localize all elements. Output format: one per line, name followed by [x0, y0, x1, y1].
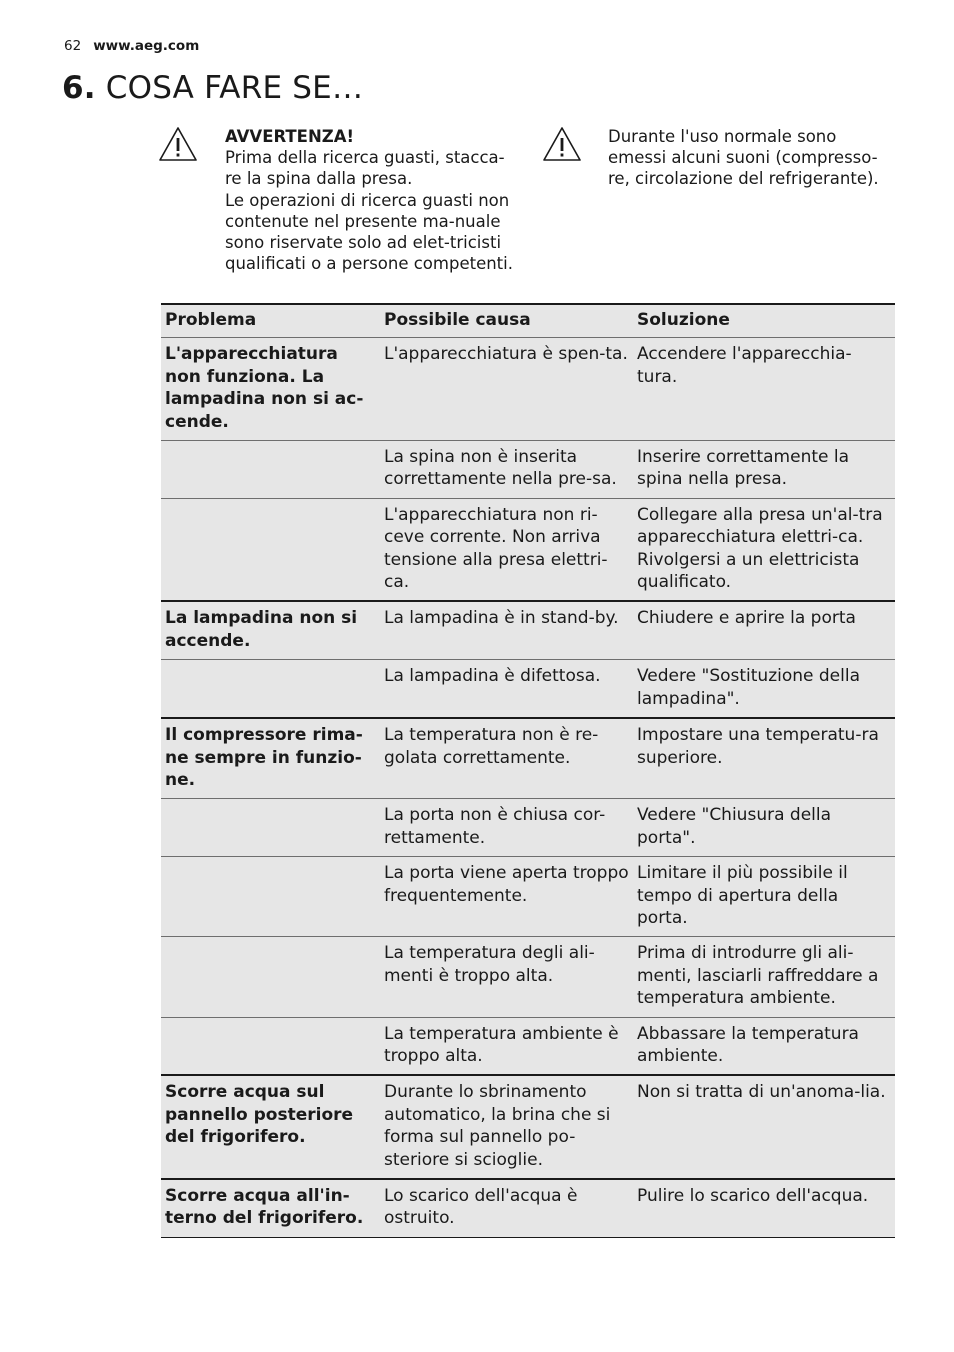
- table-row: [161, 857, 895, 937]
- table-row: [161, 937, 895, 1017]
- warning-box-left: [158, 126, 518, 298]
- solution-cell: Accendere l'apparecchia-tura.: [633, 338, 895, 441]
- cause-cell: L'apparecchiatura è spen-ta.: [380, 338, 633, 441]
- solution-cell: [633, 498, 895, 601]
- solution-cell: Vedere "Sostituzione della lampadina".: [633, 660, 895, 718]
- table-row: [161, 718, 895, 799]
- table-row: [161, 601, 895, 659]
- solution-cell: Non si tratta di un'anoma-lia.: [633, 1075, 895, 1179]
- section-number: 6.: [62, 70, 96, 106]
- warning-paragraph-1: Prima della ricerca guasti, stacca-re la spina dalla presa.: [225, 148, 505, 189]
- problem-cell: [161, 660, 380, 718]
- warning-paragraph-2: Le operazioni di ricerca guasti non contenute nel presente ma-nuale sono riservate solo ad elet-tricisti qualificati o a persone competenti.: [225, 190, 513, 274]
- warning-box-right: [542, 126, 902, 206]
- solution-cell: Abbassare la temperatura ambiente.: [633, 1017, 895, 1075]
- problem-cell: Scorre acqua all'in-terno del frigorifero.: [161, 1179, 380, 1237]
- page-number: 62: [64, 38, 82, 54]
- warning-heading: AVVERTENZA!: [225, 127, 355, 146]
- cause-cell: La lampadina è difettosa.: [380, 660, 633, 718]
- problem-cell: [161, 1017, 380, 1075]
- warning-triangle-icon: [158, 126, 198, 162]
- header-cause: Possibile causa: [380, 304, 633, 338]
- table-header-row: [161, 304, 895, 338]
- solution-text: Collegare alla presa un'al-tra apparecchiatura elettri-ca. Rivolgersi a un elettricista qualificato.: [637, 504, 883, 593]
- table-row: [161, 799, 895, 857]
- cause-cell: La porta viene aperta troppo frequentemente.: [380, 857, 633, 937]
- cause-cell: La spina non è inserita correttamente nella pre-sa.: [380, 441, 633, 499]
- table-row: [161, 1075, 895, 1179]
- cause-cell: La lampadina è in stand-by.: [380, 601, 633, 659]
- troubleshooting-table: [161, 303, 895, 1238]
- section-title: [62, 68, 363, 108]
- website-link[interactable]: www.aeg.com: [93, 38, 200, 54]
- cause-cell: La temperatura ambiente è troppo alta.: [380, 1017, 633, 1075]
- solution-cell: Pulire lo scarico dell'acqua.: [633, 1179, 895, 1237]
- table-row: [161, 441, 895, 499]
- cause-cell: La temperatura degli ali-menti è troppo alta.: [380, 937, 633, 1017]
- page-header: [64, 38, 199, 54]
- cause-cell: Lo scarico dell'acqua è ostruito.: [380, 1179, 633, 1237]
- problem-cell: L'apparecchiatura non funziona. La lampadina non si ac-cende.: [161, 338, 380, 441]
- header-problem: Problema: [161, 304, 380, 338]
- table-row: [161, 338, 895, 441]
- problem-cell: [161, 857, 380, 937]
- problem-cell: Scorre acqua sul pannello posteriore del frigorifero.: [161, 1075, 380, 1179]
- header-solution: Soluzione: [633, 304, 895, 338]
- problem-cell: [161, 799, 380, 857]
- solution-cell: Chiudere e aprire la porta: [633, 601, 895, 659]
- problem-cell: [161, 498, 380, 601]
- problem-cell: Il compressore rima-ne sempre in funzio-ne.: [161, 718, 380, 799]
- cause-cell: L'apparecchiatura non ri-ceve corrente. Non arriva tensione alla presa elettri-ca.: [380, 498, 633, 601]
- problem-cell: La lampadina non si accende.: [161, 601, 380, 659]
- solution-cell: Inserire correttamente la spina nella presa.: [633, 441, 895, 499]
- table-row: [161, 660, 895, 718]
- cause-cell: Durante lo sbrinamento automatico, la brina che si forma sul pannello po-steriore si scioglie.: [380, 1075, 633, 1179]
- section-title-text: COSA FARE SE…: [105, 70, 364, 106]
- solution-cell: Limitare il più possibile il tempo di apertura della porta.: [633, 857, 895, 937]
- solution-cell: Impostare una temperatu-ra superiore.: [633, 718, 895, 799]
- table-row: [161, 498, 895, 601]
- cause-cell: La temperatura non è re-golata correttamente.: [380, 718, 633, 799]
- table-row: [161, 1017, 895, 1075]
- warning-triangle-icon: [542, 126, 582, 162]
- table-row: [161, 1179, 895, 1237]
- problem-cell: [161, 937, 380, 1017]
- solution-cell: Prima di introdurre gli ali-menti, lasciarli raffreddare a temperatura ambiente.: [633, 937, 895, 1017]
- solution-cell: Vedere "Chiusura della porta".: [633, 799, 895, 857]
- info-paragraph: Durante l'uso normale sono emessi alcuni suoni (compresso-re, circolazione del refrigerante).: [608, 127, 879, 189]
- cause-cell: La porta non è chiusa cor-rettamente.: [380, 799, 633, 857]
- problem-cell: [161, 441, 380, 499]
